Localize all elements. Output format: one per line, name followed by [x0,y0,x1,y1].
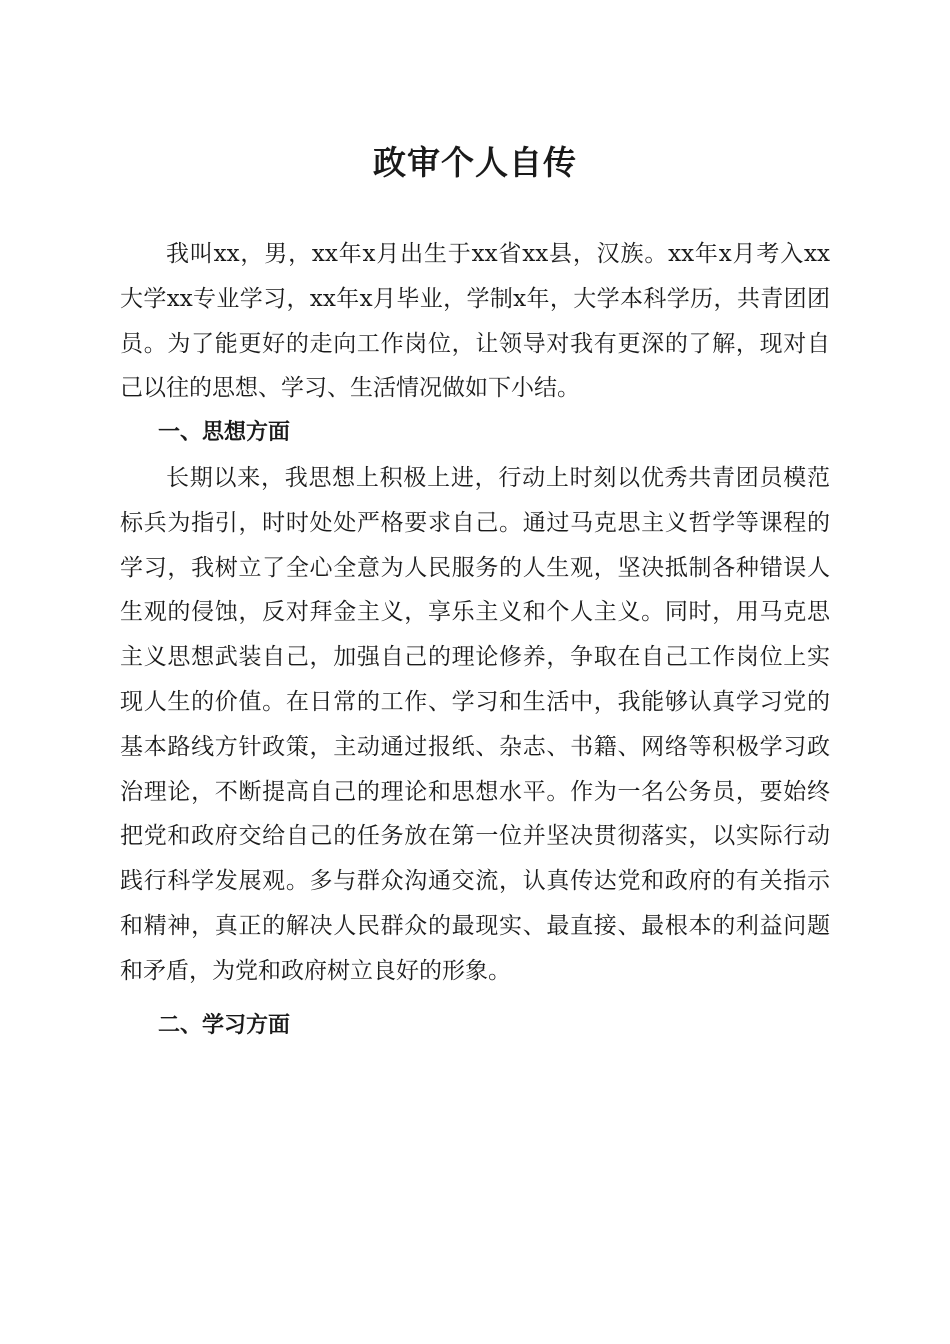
section-heading-thought: 一、思想方面 [158,420,291,446]
document-title: 政审个人自传 [373,143,577,182]
section-paragraph-thought: 长期以来，我思想上积极上进，行动上时刻以优秀共青团员模范标兵为指引，时时处处严格要求自己。通过马克思主义哲学等课程的学习，我树立了全心全意为人民服务的人生观，坚决抵制各种错误人生观的侵蚀，反对拜金主义，享乐主义和个人主义。同时，用马克思主义思想武装自己，加强自己的理论修养，争取在自己工作岗位上实现人生的价值。在日常的工作、学习和生活中，我能够认真学习党的基本路线方针政策，主动通过报纸、杂志、书籍、网络等积极学习政治理论，不断提高自己的理论和思想水平。作为一名公务员，要始终把党和政府交给自己的任务放在第一位并坚决贯彻落实，以实际行动践行科学发展观。多与群众沟通交流，认真传达党和政府的有关指示和精神，真正的解决人民群众的最现实、最直接、最根本的利益问题和矛盾，为党和政府树立良好的形象。 [120,464,830,984]
document-page [120,0,830,1048]
section-heading-study: 二、学习方面 [158,1012,291,1038]
intro-paragraph: 我叫xx，男，xx年x月出生于xx省xx县，汉族。xx年x月考入xx大学xx专业学习，xx年x月毕业，学制x年，大学本科学历，共青团团员。为了能更好的走向工作岗位，让领导对我有更深的了解，现对自己以往的思想、学习、生活情况做如下小结。 [120,241,830,402]
